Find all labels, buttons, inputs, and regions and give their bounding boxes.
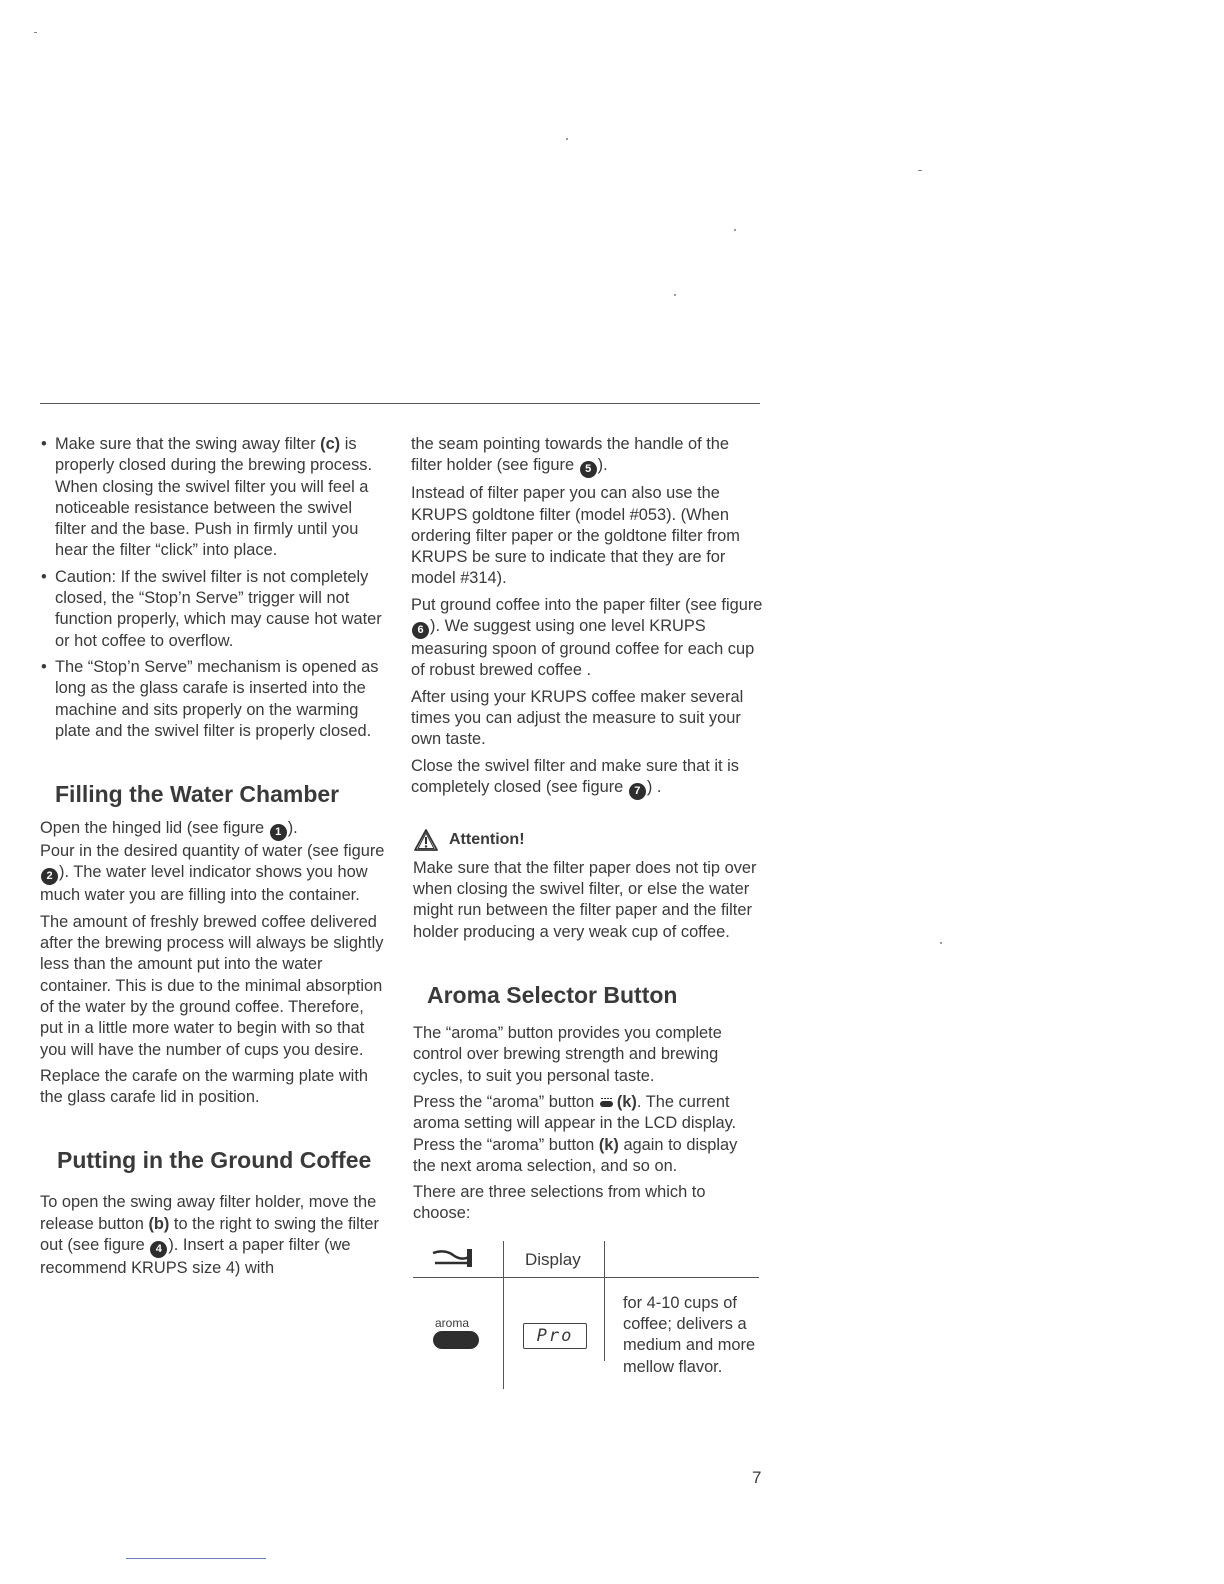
filter-paragraph: the seam pointing towards the handle of the filter holder (see figure 5 ).: [411, 434, 763, 478]
aroma-button-graphic: [433, 1331, 479, 1349]
aroma-selection-table: [413, 1241, 759, 1393]
warning-icon: [413, 828, 439, 852]
coffee-strength-icon: [431, 1247, 475, 1269]
aroma-paragraph: There are three selections from which to choose:: [413, 1183, 706, 1223]
aroma-button-label: aroma: [435, 1315, 470, 1330]
scan-speck: [940, 942, 942, 944]
list-item: • The “Stop’n Serve” mechanism is opened as long as the glass carafe is inserted into the machine and sits properly on the warming plate and the swivel filter is properly closed.: [40, 657, 385, 742]
table-divider: [604, 1241, 605, 1361]
adjust-paragraph: After using your KRUPS coffee maker several times you can adjust the measure to suit your own taste.: [411, 687, 744, 749]
filling-paragraph: The amount of freshly brewed coffee delivered after the brewing process will always be slightly less than the amount put into the water container. This is due to the minimal absorption of the water by the ground coffee. Therefore, put in a little more water to begin with so that you will have the number of cups you desire.: [40, 912, 384, 1059]
scan-speck: [734, 229, 736, 231]
bullet-list: [40, 434, 385, 742]
figure-number: 2: [41, 868, 58, 885]
lcd-display: Pro: [523, 1323, 587, 1349]
page-number: 7: [752, 1468, 762, 1487]
figure-number: 1: [270, 824, 287, 841]
attention-label: Attention!: [449, 831, 525, 849]
filling-paragraph: Replace the carafe on the warming plate with the glass carafe lid in position.: [40, 1066, 368, 1107]
aroma-heading: Aroma Selector Button: [427, 982, 678, 1009]
goldtone-paragraph: Instead of filter paper you can also use the KRUPS goldtone filter (model #053). (When ordering filter paper or the goldtone filter from KRUPS be sure to indicate that they are for model #314).: [411, 484, 740, 588]
scan-speck: [918, 170, 922, 171]
filling-paragraph: Open the hinged lid (see figure 1 ).: [40, 818, 385, 841]
aroma-button-icon: [599, 1097, 614, 1108]
table-header-rule: [413, 1277, 759, 1278]
filling-heading: Filling the Water Chamber: [55, 781, 340, 808]
filling-paragraph: Pour in the desired quantity of water (see figure 2 ). The water level indicator shows you how much water you are filling into the container.: [40, 842, 385, 905]
list-item: • Caution: If the swivel filter is not completely closed, the “Stop’n Serve” trigger will not function properly, which may cause hot water or hot coffee to overflow.: [40, 567, 385, 652]
figure-number: 5: [580, 461, 597, 478]
top-divider: [40, 403, 760, 404]
ground-paragraph: To open the swing away filter holder, move the release button (b) to the right to swing the filter out (see figure 4 ). Insert a paper filter (we recommend KRUPS size 4) with: [40, 1193, 379, 1278]
figure-number: 4: [150, 1241, 167, 1258]
figure-number: 6: [412, 622, 429, 639]
ground-coffee-heading: Putting in the Ground Coffee: [57, 1147, 372, 1174]
list-item: • Make sure that the swing away filter (c) is properly closed during the brewing process. When closing the swivel filter you will feel a noticeable resistance between the swivel filter and the base. Push in firmly until you hear the filter “click” into place.: [40, 434, 385, 562]
table-divider: [503, 1241, 504, 1389]
aroma-paragraph: The “aroma” button provides you complete control over brewing strength and brewing cycles, to suit you personal taste.: [413, 1024, 722, 1085]
attention-callout: [413, 828, 763, 852]
aroma-paragraph: Press the “aroma” button (k). The current aroma setting will appear in the LCD display. Press the “aroma” button (k) again to display the next aroma selection, and so on.: [413, 1092, 738, 1175]
left-column: [40, 434, 385, 1284]
ground-coffee-paragraph: Put ground coffee into the paper filter (see figure 6 ). We suggest using one level KRUPS measuring spoon of ground coffee for each cup of robust brewed coffee .: [411, 595, 763, 680]
figure-number: 7: [629, 783, 646, 800]
display-column-header: Display: [525, 1249, 581, 1269]
scan-speck: [674, 294, 676, 296]
bottom-rule: [126, 1558, 266, 1559]
aroma-description: for 4-10 cups of coffee; delivers a medium and more mellow flavor.: [623, 1293, 756, 1376]
scan-speck: [566, 138, 568, 140]
attention-text: Make sure that the filter paper does not tip over when closing the swivel filter, or else the water might run between the filter paper and the filter holder producing a very weak cup of coffee.: [413, 858, 757, 941]
right-column: [411, 434, 763, 1393]
scan-speck: [34, 32, 37, 33]
close-filter-paragraph: Close the swivel filter and make sure that it is completely closed (see figure 7 ) .: [411, 756, 763, 800]
